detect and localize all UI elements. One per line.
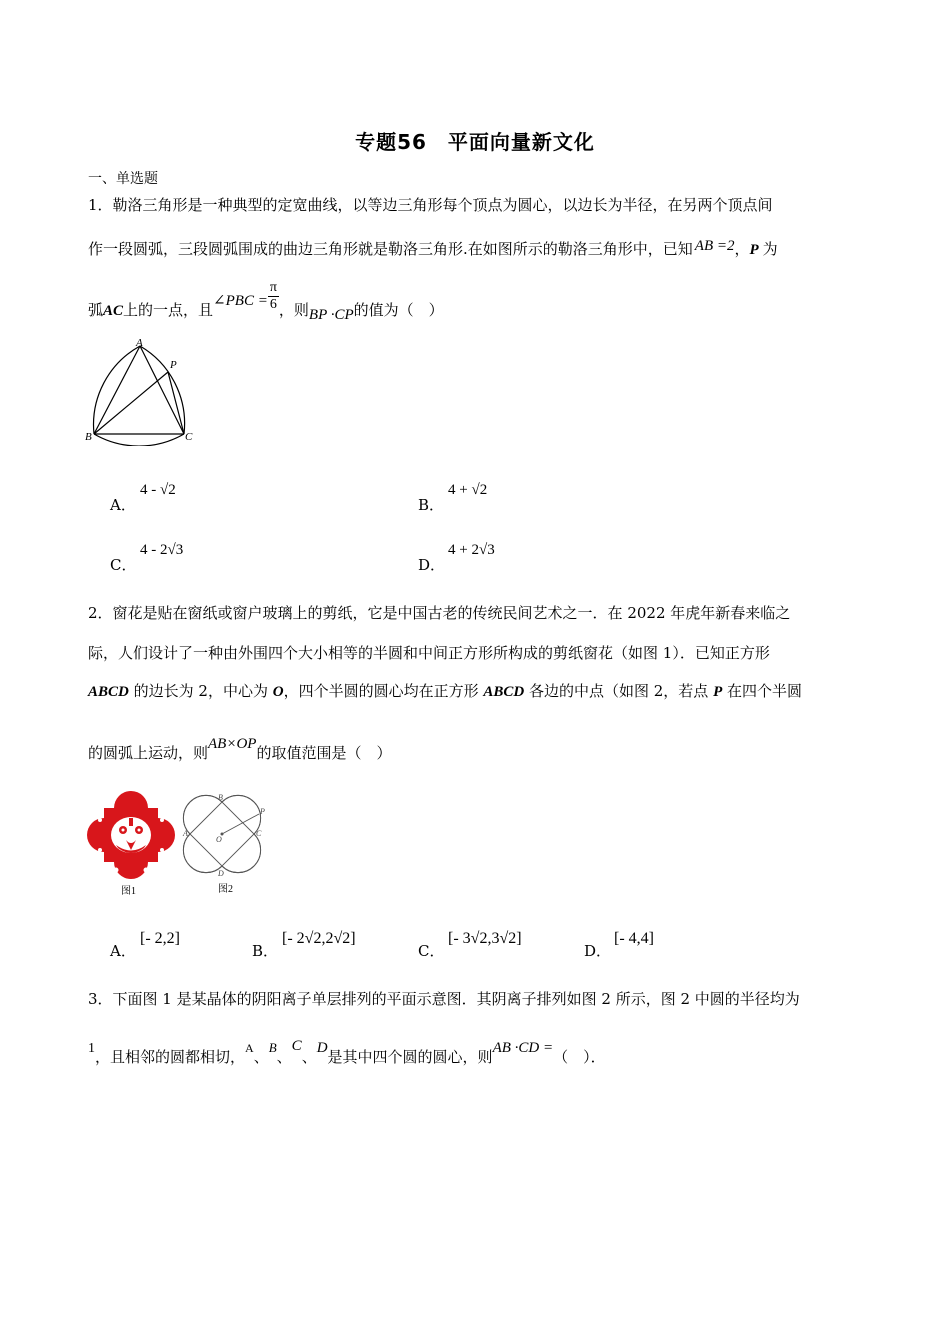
fig1-label-c: C xyxy=(185,431,193,443)
q2-abcd-2: ABCD xyxy=(483,684,525,700)
q1-option-a-label: A． xyxy=(110,496,136,514)
square-semicircles-figure xyxy=(180,786,270,882)
q1-option-d-value: 4 + 2√3 xyxy=(448,542,495,558)
fig2-caption: 图2 xyxy=(218,884,233,895)
fig1-label-p: P xyxy=(170,359,177,371)
arc-outer-cd xyxy=(222,834,261,873)
q3-l2-b: 是其中四个圆的圆心，则 xyxy=(327,1048,493,1066)
q2-option-c[interactable] xyxy=(418,940,444,961)
q1-l3-d: 的值为（ ） xyxy=(353,300,444,319)
q1-option-b-value: 4 + √2 xyxy=(448,482,488,498)
q2-option-a[interactable] xyxy=(110,940,136,961)
q1-option-d[interactable] xyxy=(418,554,445,575)
q3-b: B xyxy=(268,1040,277,1055)
q2-line-3 xyxy=(88,680,802,701)
fig2-label-o: O xyxy=(216,835,222,844)
q3-line-2 xyxy=(88,1040,606,1070)
semicircle-bc xyxy=(222,795,261,834)
section-heading: 一、单选题 xyxy=(88,171,158,187)
semicircle-cd xyxy=(222,834,261,873)
q3-dun-1: 、 xyxy=(253,1048,269,1066)
fig2-label-a: A xyxy=(183,829,188,838)
q1-line-2-text: 作一段圆弧，三段圆弧围成的曲边三角形就是勒洛三角形.在如图所示的勒洛三角形中，已知 xyxy=(88,240,693,258)
q2-p: P xyxy=(713,684,723,700)
q2-line-1: 2．窗花是贴在窗纸或窗户玻璃上的剪纸，它是中国古老的传统民间艺术之一．在 2022 年虎年新春来临之 xyxy=(88,604,791,622)
q1-ac: AC xyxy=(103,302,124,319)
q2-l3-f: 在四个半圆 xyxy=(722,682,803,700)
q1-sep: ， xyxy=(734,240,750,258)
q1-p: P xyxy=(749,242,759,258)
q1-line-3 xyxy=(88,280,444,324)
fig2-label-d: D xyxy=(218,869,224,878)
q2-option-d-label: D． xyxy=(584,942,612,960)
q2-o: O xyxy=(272,684,284,700)
q3-line-1: 3．下面图 1 是某晶体的阴阳离子单层排列的平面示意图．其阴离子排列如图 2 所示，图 2 中圆的半径均为 xyxy=(88,990,800,1008)
seg-pc xyxy=(168,372,184,434)
q2-line-4 xyxy=(88,736,392,763)
page-title: 专题56 平面向量新文化 xyxy=(355,130,595,154)
q1-pi: π xyxy=(269,280,277,295)
arc-outer-ab xyxy=(183,795,222,834)
q2-abcd-1: ABCD xyxy=(88,684,129,700)
q1-option-b-label: B． xyxy=(418,496,445,514)
q3-l2-c: （ ）． xyxy=(553,1048,606,1066)
q3-dun-2: 、 xyxy=(276,1048,292,1066)
q2-option-a-label: A． xyxy=(110,942,136,960)
reuleaux-figure xyxy=(84,336,196,446)
q1-l3-c: ，则 xyxy=(278,300,309,319)
q3-l2-a: ，且相邻的圆都相切， xyxy=(95,1048,246,1066)
q2-l3-c: ，四个半圆的圆心均在正方形 xyxy=(283,682,484,700)
fig1-label-b: B xyxy=(85,431,92,443)
q1-line-2 xyxy=(88,238,778,259)
q1-six: 6 xyxy=(269,297,277,312)
q1-option-a-value: 4 - √2 xyxy=(140,482,176,498)
q2-option-b[interactable] xyxy=(252,940,278,961)
q1-option-c-label: C． xyxy=(110,556,137,574)
q2-option-b-label: B． xyxy=(252,942,279,960)
q2-option-c-label: C． xyxy=(418,942,445,960)
fig1-caption: 图1 xyxy=(121,886,136,897)
q1-l3-b: 上的一点，且 xyxy=(123,300,214,319)
q2-l3-b: 的边长为 2，中心为 xyxy=(128,682,273,700)
q1-fraction xyxy=(268,280,279,313)
q1-option-b[interactable] xyxy=(418,494,444,515)
paper-cut-tiger-image xyxy=(86,790,176,880)
arc-outer-bc xyxy=(222,795,261,834)
q1-option-c[interactable] xyxy=(110,554,136,575)
q3-dun-3: 、 xyxy=(301,1048,317,1066)
q2-option-d[interactable] xyxy=(584,940,611,961)
q1-option-d-label: D． xyxy=(418,556,446,574)
fig2-label-p: P xyxy=(260,807,265,816)
q2-l4-b: 的取值范围是（ ） xyxy=(256,744,392,762)
q2-l3-e: 各边的中点（如图 2，若点 xyxy=(524,682,714,700)
q3-a: A xyxy=(245,1041,254,1055)
q1-bpcp: BP ·CP xyxy=(308,306,354,323)
q2-l4-a: 的圆弧上运动，则 xyxy=(88,744,209,762)
fig1-label-a: A xyxy=(136,337,143,349)
q3-c: C xyxy=(291,1038,302,1054)
q1-wei: 为 xyxy=(762,240,778,258)
q3-one: 1 xyxy=(88,1041,95,1056)
q1-option-a[interactable] xyxy=(110,494,136,515)
fig2-label-b: B xyxy=(218,793,223,802)
semicircle-ab xyxy=(183,795,222,834)
arc-bc xyxy=(94,434,184,446)
q2-option-a-value: [- 2,2] xyxy=(140,930,180,947)
q1-l3-a: 弧 xyxy=(88,300,104,319)
q1-ab-equation: AB =2 xyxy=(694,238,735,254)
q2-option-d-value: [- 4,4] xyxy=(614,930,654,947)
q1-angle: ∠PBC = xyxy=(213,292,268,309)
q2-expr: AB×OP xyxy=(208,736,257,752)
q3-d: D xyxy=(316,1040,328,1056)
q2-option-c-value: [- 3√2,3√2] xyxy=(448,930,522,947)
fig2-label-c: C xyxy=(256,829,262,838)
q2-line-2: 际，人们设计了一种由外围四个大小相等的半圆和中间正方形所构成的剪纸窗花（如图 1）．已知正方形 xyxy=(88,644,770,662)
q3-abcd: AB ·CD = xyxy=(492,1040,554,1056)
q2-option-b-value: [- 2√2,2√2] xyxy=(282,930,356,947)
q1-option-c-value: 4 - 2√3 xyxy=(140,542,184,558)
q1-line-1: 1．勒洛三角形是一种典型的定宽曲线，以等边三角形每个顶点为圆心，以边长为半径，在另两个顶点间 xyxy=(88,196,773,214)
